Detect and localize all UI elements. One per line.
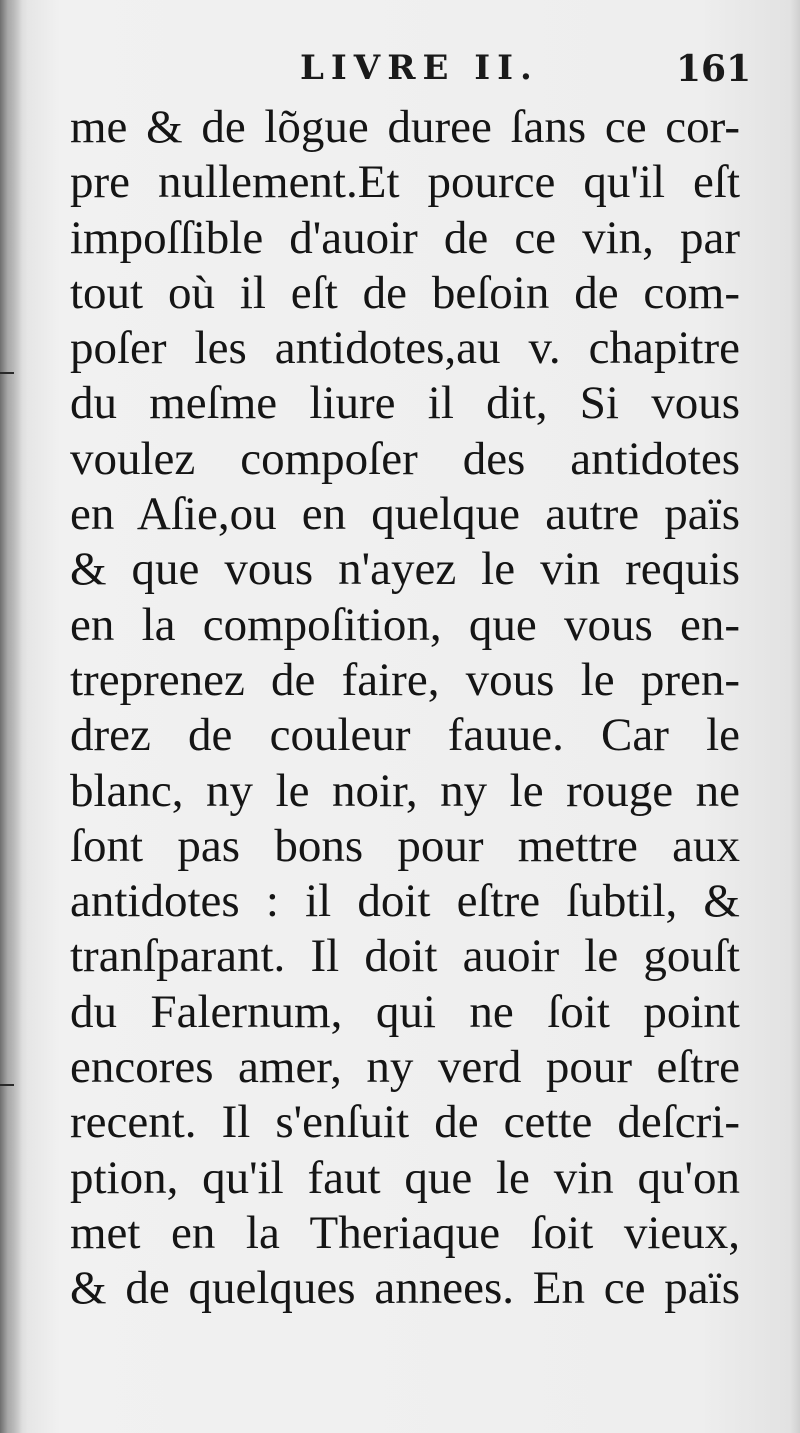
margin-mark bbox=[0, 372, 14, 374]
text-line: pre nullement.Et pource qu'il eſt bbox=[70, 156, 740, 209]
text-line: tranſparant. Il doit auoir le gouſt bbox=[70, 930, 740, 983]
binding-shadow bbox=[0, 0, 22, 1433]
text-line: impoſſible d'auoir de ce vin, par bbox=[70, 211, 740, 264]
running-head: LIVRE II. bbox=[300, 48, 539, 88]
text-line: ption, qu'il faut que le vin qu'on bbox=[70, 1151, 740, 1204]
text-line: encores amer, ny verd pour eſtre bbox=[70, 1041, 740, 1094]
text-line: drez de couleur fauue. Car le bbox=[70, 709, 740, 762]
body-text bbox=[70, 100, 740, 1317]
text-line: recent. Il s'enſuit de cette deſcri- bbox=[70, 1096, 740, 1149]
text-line: du meſme liure il dit, Si vous bbox=[70, 377, 740, 430]
text-line: tout où il eſt de beſoin de com- bbox=[70, 266, 740, 319]
text-line: me & de lõgue duree ſans ce cor- bbox=[70, 101, 740, 153]
text-line: & de quelques annees. En ce païs bbox=[70, 1262, 740, 1315]
text-line: poſer les antidotes,au v. chapitre bbox=[70, 322, 740, 375]
text-line: voulez compoſer des antidotes bbox=[70, 432, 740, 485]
text-line: antidotes : il doit eſtre ſubtil, & bbox=[70, 875, 740, 928]
text-line: ſont pas bons pour mettre aux bbox=[70, 819, 740, 872]
text-line: & que vous n'ayez le vin requis bbox=[70, 543, 740, 596]
text-line: en Aſie,ou en quelque autre païs bbox=[70, 488, 740, 541]
margin-mark bbox=[0, 1084, 14, 1086]
text-line: du Falernum, qui ne ſoit point bbox=[70, 985, 740, 1038]
page-header bbox=[0, 48, 800, 92]
text-line: met en la Theriaque ſoit vieux, bbox=[70, 1206, 740, 1259]
text-line: blanc, ny le noir, ny le rouge ne bbox=[70, 764, 740, 817]
page-number: 161 bbox=[676, 48, 752, 90]
text-line: en la compoſition, que vous en- bbox=[70, 598, 740, 651]
text-line: treprenez de faire, vous le pren- bbox=[70, 653, 740, 706]
